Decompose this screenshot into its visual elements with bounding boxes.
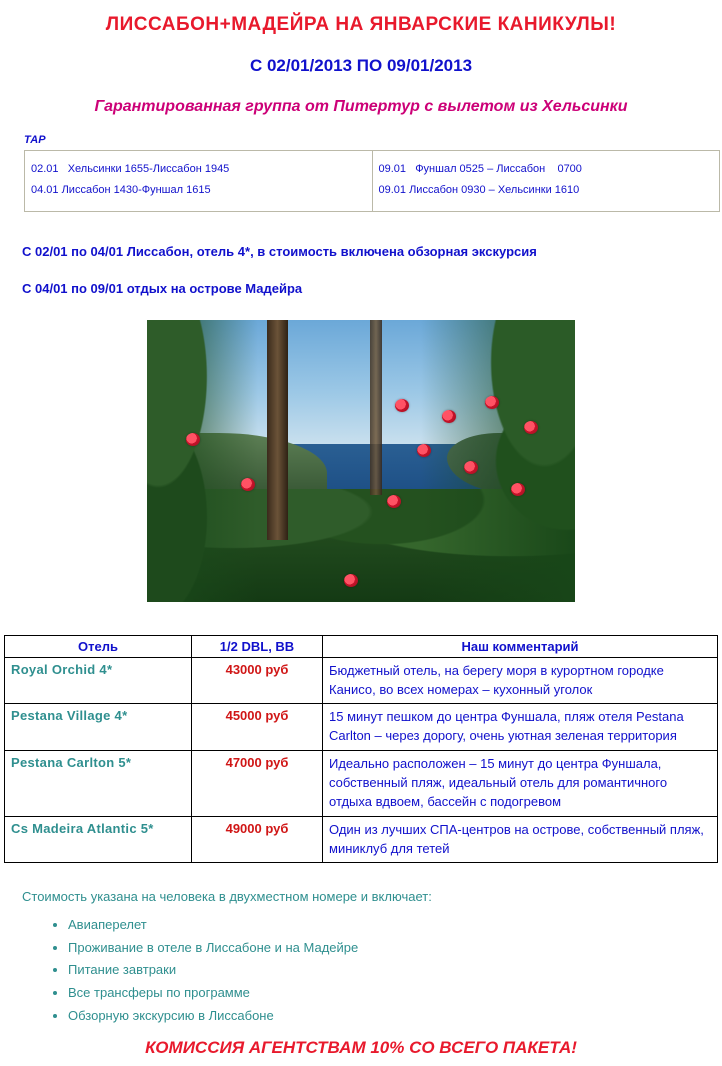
list-item: • Все трансферы по программе	[68, 984, 722, 1002]
photo-flower	[186, 433, 200, 446]
cell-hotel-comment: Идеально расположен – 15 минут до центра Фуншала, собственный пляж, идеальный отель для романтичного отдыха вдвоем, бассейн с подогревом	[323, 751, 718, 817]
photo-tree-trunk	[267, 320, 288, 540]
program-line-madeira: С 04/01 по 09/01 отдых на острове Мадейра	[22, 280, 303, 296]
photo-flower	[387, 495, 401, 508]
photo-flower	[524, 421, 538, 434]
table-row	[5, 704, 718, 751]
photo-flower	[417, 444, 431, 457]
flight-line: 09.01 Фуншал 0525 – Лиссабон 0700	[378, 163, 582, 175]
table-row	[5, 657, 718, 704]
table-row	[25, 151, 720, 212]
photo-flower	[344, 574, 358, 587]
cell-hotel-comment: Один из лучших СПА-центров на острове, собственный пляж, миниклуб для тетей	[323, 816, 718, 863]
outbound-flights-cell	[25, 151, 373, 212]
table-row	[5, 816, 718, 863]
document-page	[0, 14, 722, 1058]
flight-line: 02.01 Хельсинки 1655-Лиссабон 1945	[31, 163, 230, 175]
list-item: • Питание завтраки	[68, 961, 722, 979]
photo-flower	[485, 396, 499, 409]
photo-foliage-left	[147, 320, 258, 602]
price-note: Стоимость указана на человека в двухместном номере и включает:	[22, 889, 432, 905]
commission-banner: КОМИССИЯ АГЕНТСТВАМ 10% СО ВСЕГО ПАКЕТА!	[145, 1038, 577, 1058]
cell-hotel-price: 47000 руб	[192, 751, 323, 817]
flight-line: 04.01 Лиссабон 1430-Фуншал 1615	[31, 183, 211, 196]
column-header-comment: Наш комментарий	[323, 635, 718, 657]
page-title: ЛИССАБОН+МАДЕЙРА НА ЯНВАРСКИЕ КАНИКУЛЫ!	[105, 14, 617, 35]
program-line-lisbon: С 02/01 по 04/01 Лиссабон, отель 4*, в стоимость включена обзорная экскурсия	[22, 243, 537, 259]
photo-flower	[241, 478, 255, 491]
cell-hotel-name: Pestana Carlton 5*	[5, 751, 192, 817]
flights-table	[24, 150, 720, 212]
photo-flower	[395, 399, 409, 412]
table-row	[5, 751, 718, 817]
madeira-photo	[147, 320, 575, 602]
cell-hotel-price: 45000 руб	[192, 704, 323, 751]
tour-dates: С 02/01/2013 ПО 09/01/2013	[249, 56, 473, 75]
cell-hotel-comment: 15 минут пешком до центра Фуншала, пляж отеля Pestana Carlton – через дорогу, очень уютная зеленая территория	[323, 704, 718, 751]
table-header-row	[5, 635, 718, 657]
cell-hotel-price: 43000 руб	[192, 657, 323, 704]
photo-tree-trunk	[370, 320, 383, 495]
airline-label: ТАР	[24, 134, 46, 146]
cell-hotel-name: Pestana Village 4*	[5, 704, 192, 751]
cell-hotel-name: Royal Orchid 4*	[5, 657, 192, 704]
list-item: • Обзорную экскурсию в Лиссабоне	[68, 1007, 722, 1025]
includes-list	[44, 916, 722, 1024]
photo-container	[0, 320, 722, 607]
cell-hotel-comment: Бюджетный отель, на берегу моря в курортном городке Канисо, во всех номерах – кухонный уголок	[323, 657, 718, 704]
photo-flower	[464, 461, 478, 474]
list-item: • Авиаперелет	[68, 916, 722, 934]
column-header-hotel: Отель	[5, 635, 192, 657]
photo-foliage-right	[421, 320, 575, 602]
column-header-price: 1/2 DBL, BB	[192, 635, 323, 657]
cell-hotel-price: 49000 руб	[192, 816, 323, 863]
guarantee-line: Гарантированная группа от Питертур с вылетом из Хельсинки	[94, 98, 628, 115]
flight-line: 09.01 Лиссабон 0930 – Хельсинки 1610	[378, 183, 580, 196]
cell-hotel-name: Cs Madeira Atlantic 5*	[5, 816, 192, 863]
inbound-flights-cell	[372, 151, 720, 212]
hotels-table	[4, 635, 718, 864]
list-item: • Проживание в отеле в Лиссабоне и на Мадейре	[68, 939, 722, 957]
